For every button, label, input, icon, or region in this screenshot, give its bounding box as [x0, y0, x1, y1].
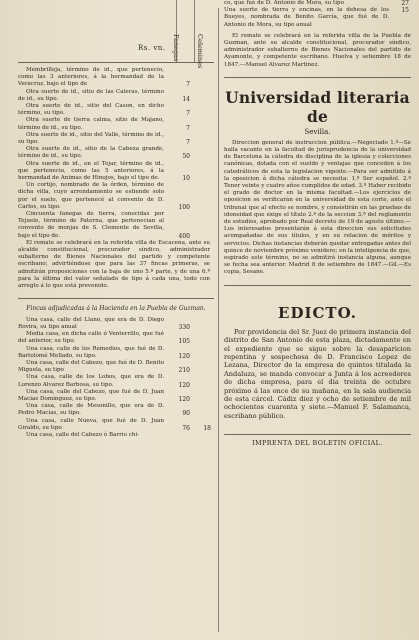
- puebla-auction-note: El remate se celebrará en la referida villa de la Puebla de Guzman, ante su alcalde constitucional, procurador síndico, administrador subalterno de Bienes Nacionales del partido de Ayamonte, y competente escribano. Huelva y setiembre 18 de 1847.—Manuel Alvarez Martinez.: [224, 32, 411, 68]
- entry-text: Una casa, calle del Cabezo ó Barrio chi-: [26, 432, 140, 439]
- university-subheading: Sevilla.: [304, 127, 331, 136]
- entry-text: Una casa, calle de los Lobos, que era de D. Lorenzo Alvarez Barbosa, su tipo.: [18, 374, 164, 388]
- entry-amount: 14: [182, 95, 190, 103]
- list-item: [224, 0, 411, 7]
- section-divider: [18, 298, 214, 299]
- entry-text: Una casa, calle de los Remedios, que fué de D. Bartolomé Mellado, su tipo.: [18, 345, 164, 359]
- list-item: [18, 117, 214, 131]
- column-rule: [218, 8, 219, 632]
- entry-amount: 10: [182, 175, 190, 183]
- list-item: [18, 132, 214, 146]
- list-item: [18, 67, 214, 89]
- entry-amount: 7: [186, 110, 190, 118]
- edicto-heading: EDICTO.: [278, 303, 357, 322]
- rs-column-label: Rs. vn.: [138, 44, 166, 52]
- entry-text: Otra suerte de tierra calma, sitio de Majano, término de id., su tipo.: [18, 117, 164, 131]
- entry-text: Otra suerte de id., en el Tejar, término de id., que pertenecio, como las 5 anteriores, á la hermandad de Animas de Hinojos, bajo el tipo de.: [18, 160, 164, 182]
- section-divider: [224, 285, 411, 286]
- entry-amount: 76: [182, 424, 190, 432]
- continued-entries: [224, 0, 411, 29]
- list-item: [18, 317, 214, 331]
- list-item: [18, 432, 214, 439]
- entry-amount: 330: [178, 324, 190, 331]
- property-list: [18, 63, 214, 240]
- entry-text: Membrilleja, término de id., que pertenecio, como las 3 anteriores, á la hermandad de la Veracruz, bajo el tipo de: [18, 67, 164, 88]
- entry-amount: 7: [186, 139, 190, 147]
- list-item: [18, 331, 214, 345]
- university-notice: Direccion general de instruccion pública.—Negociado 1.º—Se halla vacante en la facultad de jurisprudencia de la universidad de Barcelona la cátedra de disciplina de la iglesia y colecciones canónicas, dotada con el sueldo y ventajas que conceden á los catedráticos de esta la legislacion vigente.—Para ser admitido á la oposicion á dicha cátedra se necesita: 1.º Ser español. 2.º Tener veinte y cuatro años cumplidos de edad. 3.º Haber recibido el grado de doctor en la misma facultad.—Los ejercicios de oposicion se verificarán en la universidad de esta corte, ante el tribunal que al efecto se nombre, y consistirán en las pruebas de idoneidad que exige el título 2.º de la seccion 3.ª del reglamento de estudios, aprobado por Real decreto de 19 de agosto último.—Los interesados presentarán á esta direccion sus solicitudes acompañadas de sus títulos, y en su relacion de méritos y servicios. Dichas instancias deberán quedar entregadas antes del quince de noviembre próximo venidero; en la inteligencia de que, espirado este término, no se admitirá instancia alguna, aunque se fecha sea anterior. Madrid 8 de setiembre de 1847.—Gil.—Es copia, Sesane.: [224, 139, 411, 276]
- entry-text: Una casa, calle de Mesonillo, que era de D. Pedro Macias, su tipo.: [18, 403, 164, 417]
- entry-text: Otra suerte de id., sitio del Cason, en dicho término, su tipo.: [18, 103, 164, 117]
- entry-text: Cincuenta fanegas de tierra, conocidas por Tejuelo, término de Paterna, que pertenecian al convento de monjas de S. Clemente de Sevilla, bajo el tipo de.: [18, 211, 164, 239]
- table-header: [18, 0, 214, 69]
- right-column: [224, 0, 411, 447]
- section-property-list: [18, 313, 214, 439]
- entry-amount: 120: [178, 352, 190, 360]
- list-item: [18, 374, 214, 388]
- entry-amount: 50: [182, 153, 190, 161]
- celemines-column-label: Celemines: [196, 34, 204, 69]
- entry-text: Un cortijo, nombrado de la órden, término de dicha villa, cuyo arrendamiento se estiende solo por el suelo, que pertenecé al convento de D. Carlos, su tipo.: [18, 182, 164, 210]
- entry-text: Una casa, calle del Llano, que era de D. Diego Rovira, su tipo anual: [18, 316, 164, 330]
- entry-amount: 210: [178, 367, 190, 375]
- edicto-body: Por providencia del Sr. Juez de primera instancia del distrito de San Antonio de esta plaza, dictadamente en el expediente que se sigue sobre la desaparicion repentina y sospechosa de D. Francisco Lopez de Lezana, Director de la empresa de quintos titulada la Andaluza, se manda convocar a Junta á los acreedores de dicha empresa, para el dia treinta de octubre próximo á las once de su mañana, en la sala audiencia de esta cárcel. Cádiz diez y ocho de setiembre de mil ochocientos cuarenta y siete.—Manuel F. Salamanca, escribano público.: [224, 327, 411, 420]
- section-divider: [224, 77, 411, 78]
- list-item: [18, 103, 214, 117]
- printer-footer: IMPRENTA DEL BOLETIN OFICIAL.: [224, 434, 411, 447]
- list-item: [18, 182, 214, 211]
- entry-amount: 100: [178, 203, 190, 211]
- entry-text: Otra suerte de id., sitio de las Caleras, término de id., su tipo.: [18, 88, 164, 102]
- list-item: [18, 89, 214, 103]
- list-item: [18, 346, 214, 360]
- entry-amount: 120: [178, 381, 190, 389]
- entry-amount: 90: [182, 410, 190, 418]
- list-item: [18, 403, 214, 417]
- left-column: [18, 0, 214, 439]
- entry-amount: 15: [401, 7, 409, 15]
- entry-amount: 120: [178, 396, 190, 404]
- entry-amount: 7: [186, 81, 190, 89]
- entry-amount: 400: [178, 232, 190, 240]
- list-item: [18, 211, 214, 240]
- list-item: [224, 7, 411, 29]
- entry-text: Una casa, calle del Cabezo, que fué de D. Benito Miguela, su tipo: [18, 360, 164, 374]
- entry-amount: 27: [401, 0, 409, 7]
- entry-amount: 105: [178, 338, 190, 346]
- list-item: [18, 146, 214, 160]
- list-item: [18, 161, 214, 183]
- list-item: [18, 389, 214, 403]
- entry-text: Media casa, en dicha calle ó Venterrillo, que fué del anterior, su tipo.: [18, 331, 164, 345]
- fanegas-column-label: Fanegas: [172, 34, 180, 62]
- entry-amount-secondary: 18: [203, 424, 211, 432]
- column-divider: [194, 0, 195, 62]
- entry-amount: 7: [186, 124, 190, 132]
- entry-text: Una casa, calle Nueva, que fué de D. Juan Giraldo, su tipo: [18, 417, 164, 431]
- entry-text: co, que fué de D. Antonio de Mora, su tipo: [224, 0, 344, 6]
- entry-text: Otra suerte de id., sitio de la Cabeza grande, término de id., su tipo.: [18, 146, 164, 160]
- entry-text: Una casa, calle del Cabezo, que fué de D. Juan Macias Dominguez, su tipo.: [18, 388, 164, 403]
- section-title: Fincas adjudicadas á la Hacienda en la Puebla de Guzman.: [26, 305, 206, 313]
- list-item: [18, 418, 214, 432]
- university-heading: Universidad literaria de: [225, 87, 410, 126]
- entry-text: Otra suerte de id., sitio del Valle, término de id., su tipo.: [18, 131, 164, 146]
- entry-text: Una suerte de tierra y encinas, en la dehesa de los Bueyes, nombrada de Benito García, que fué de D. Antonio de Mora, su tipo anual: [224, 7, 389, 28]
- list-item: [18, 360, 214, 374]
- auction-note: El remate se celebrará en la referida villa de Escacena, ante su alcalde constitucional, procurador síndico, administrador subalterno de Bienes Nacionales del partido y competente escribano; advirtiéndose que para las 37 fincas primeras, se admitirán proposiciones con la baja de uno 5.º parte, y de una 6.ª para la última del valor señalado de tipo á cada una, todo con arreglo á lo que está prevenido.: [18, 239, 210, 290]
